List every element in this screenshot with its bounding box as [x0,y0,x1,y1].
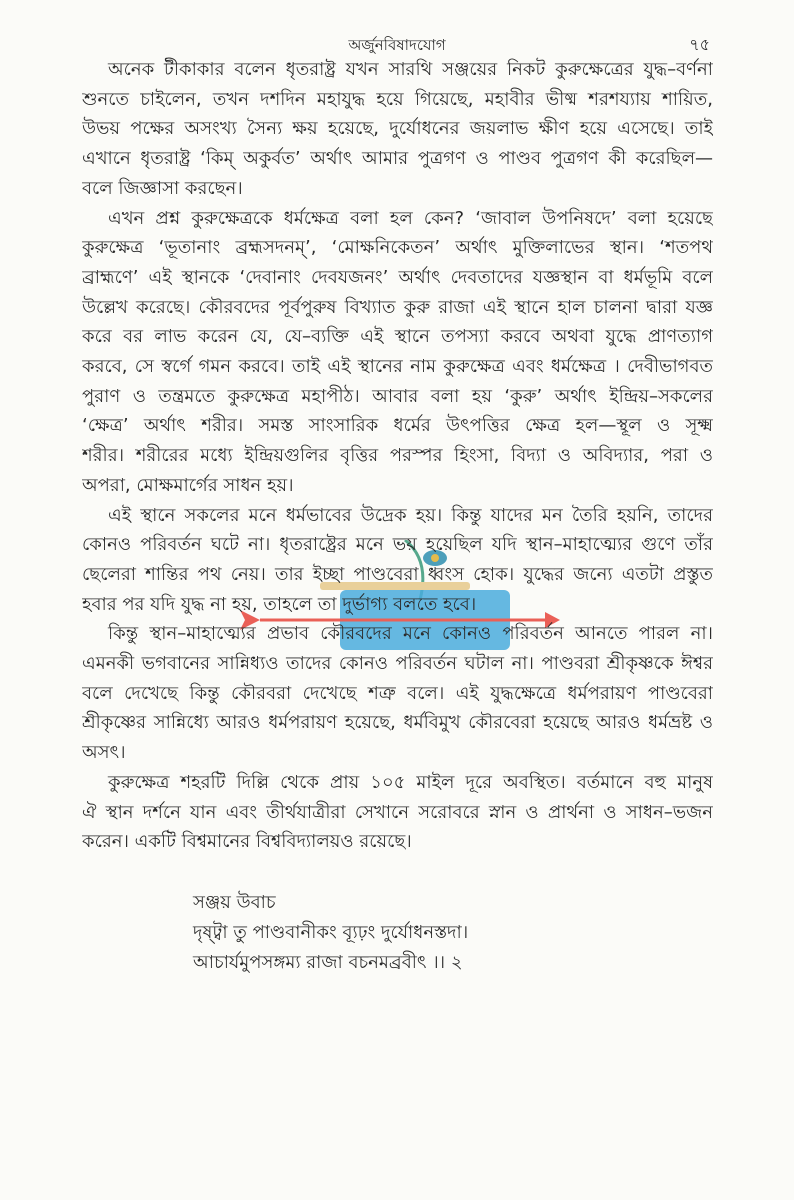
paragraph-line: কুরুক্ষেত্র ‘ভূতানাং ব্রহ্মসদনম্’, ‘মোক্ষনিকেতন’ অর্থাৎ মুক্তিলাভের স্থান। ‘শতপথ [82,237,713,259]
body-text [82,55,713,857]
verse-block [193,888,468,978]
paragraph-line: শুনতে চাইলেন, তখন দশদিন মহাযুদ্ধ হয়ে গিয়েছে, মহাবীর ভীষ্ম শরশয্যায় শায়িত, [82,88,713,110]
paragraph-line: কোনও পরিবর্তন ঘটে না। ধৃতরাষ্ট্রের মনে ভয় হয়েছিল যদি স্থান–মাহাত্ম্যের গুণে তাঁর [82,534,713,556]
paragraph-line: ছেলেরা শান্তির পথ নেয়। তার ইচ্ছা পাণ্ডবেরা ধ্বংস হোক। যুদ্ধের জন্যে এতটা প্রস্তুত [82,563,713,585]
paragraph-line: উল্লেখ করেছে। কৌরবদের পূর্বপুরুষ বিখ্যাত কুরু রাজা এই স্থানে হাল চালনা দ্বারা যজ্ঞ [82,296,713,318]
verse-line: আচার্যমুপসঙ্গম্য রাজা বচনমব্রবীৎ ।। ২ [193,952,463,973]
paragraph-line: হবার পর যদি যুদ্ধ না হয়, তাহলে তা দুর্ভাগ্য বলতে হবে। [82,593,477,615]
paragraph-line: এই স্থানে সকলের মনে ধর্মভাবের উদ্রেক হয়। কিন্তু যাদের মন তৈরি হয়নি, তাদের [108,504,713,526]
paragraph-line: অপরা, মোক্ষমার্গের সাধন হয়। [82,474,294,496]
running-header: অর্জুনবিষাদযোগ [348,36,446,54]
paragraph-line: করবে, সে স্বর্গে গমন করবে। তাই এই স্থানের নাম কুরুক্ষেত্র এবং ধর্মক্ষেত্র । দেবীভাগবত [82,356,713,378]
verse-line: দৃষ্ট্বা তু পাণ্ডবানীকং ব্যূঢ়ং দুর্যোধনস্তদা। [193,922,469,943]
paragraph-line: শরীর। শরীরের মধ্যে ইন্দ্রিয়গুলির বৃত্তির পরস্পর হিংসা, বিদ্যা ও অবিদ্যার, পরা ও [82,445,713,467]
paragraph-line: অসৎ। [82,742,126,764]
paragraph-line: কুরুক্ষেত্র শহরটি দিল্লি থেকে প্রায় ১০৫ মাইল দূরে অবস্থিত। বর্তমানে বহু মানুষ [108,771,713,793]
paragraph-line: এখানে ধৃতরাষ্ট্র ‘কিম্ অকুর্বত’ অর্থাৎ আমার পুত্রগণ ও পাণ্ডব পুত্রগণ কী করেছিল— [82,148,713,170]
paragraph-line: ‘ক্ষেত্র’ অর্থাৎ শরীর। সমস্ত সাংসারিক ধর্মের উৎপত্তির ক্ষেত্র হল—স্থূল ও সূক্ষ্ম [82,415,713,437]
paragraph-line: ঐ স্থান দর্শনে যান এবং তীর্থযাত্রীরা সেখানে সরোবরে স্নান ও প্রার্থনা ও সাধন–ভজন [82,801,713,823]
paragraph-line: অনেক টীকাকার বলেন ধৃতরাষ্ট্র যখন সারথি সঞ্জয়ের নিকট কুরুক্ষেত্রের যুদ্ধ–বর্ণনা [108,59,713,80]
paragraph-line: ব্রাহ্মণে’ এই স্থানকে ‘দেবানাং দেবযজনং’ অর্থাৎ দেবতাদের যজ্ঞস্থান বা ধর্মভূমি বলে [82,266,713,288]
paragraph-line: পুরাণ ও তন্ত্রমতে কুরুক্ষেত্র মহাপীঠ। আবার বলা হয় ‘কুরু’ অর্থাৎ ইন্দ্রিয়–সকলের [82,385,713,407]
paragraph-line: এমনকী ভগবানের সান্নিধ্যও তাদের কোনও পরিবর্তন ঘটাল না। পাণ্ডবরা শ্রীকৃষ্ণকে ঈশ্বর [82,653,713,675]
paragraph-line: করেন। একটি বিশ্বমানের বিশ্ববিদ্যালয়ও রয়েছে। [82,831,412,853]
paragraph-line: উভয় পক্ষের অসংখ্য সৈন্য ক্ষয় হয়েছে, দুর্যোধনের জয়লাভ ক্ষীণ হয়ে এসেছে। তাই [82,118,713,140]
paragraph-line: কিন্তু স্থান–মাহাত্ম্যের প্রভাব কৌরবদের মনে কোনও পরিবর্তন আনতে পারল না। [108,623,713,645]
verse-speaker: সঞ্জয় উবাচ [193,892,276,913]
paragraph-line: বলে জিজ্ঞাসা করছেন। [82,177,243,199]
page-number: ৭৫ [689,35,710,54]
paragraph-line: বলে দেখেছে কিন্তু কৌরবরা দেখেছে শত্রু বলে। এই যুদ্ধক্ষেত্রে ধর্মপরায়ণ পাণ্ডবেরা [82,682,713,704]
paragraph-line: এখন প্রশ্ন কুরুক্ষেত্রকে ধর্মক্ষেত্র বলা হল কেন? ‘জাবাল উপনিষদে’ বলা হয়েছে [108,207,713,229]
paragraph-line: শ্রীকৃষ্ণের সান্নিধ্যে আরও ধর্মপরায়ণ হয়েছে, ধর্মবিমুখ কৌরবেরা হয়েছে আরও ধর্মভ্রষ্ট ও [82,712,713,734]
paragraph-line: করে বর লাভ করেন যে, যে–ব্যক্তি এই স্থানে তপস্যা করবে অথবা যুদ্ধে প্রাণত্যাগ [82,326,713,348]
